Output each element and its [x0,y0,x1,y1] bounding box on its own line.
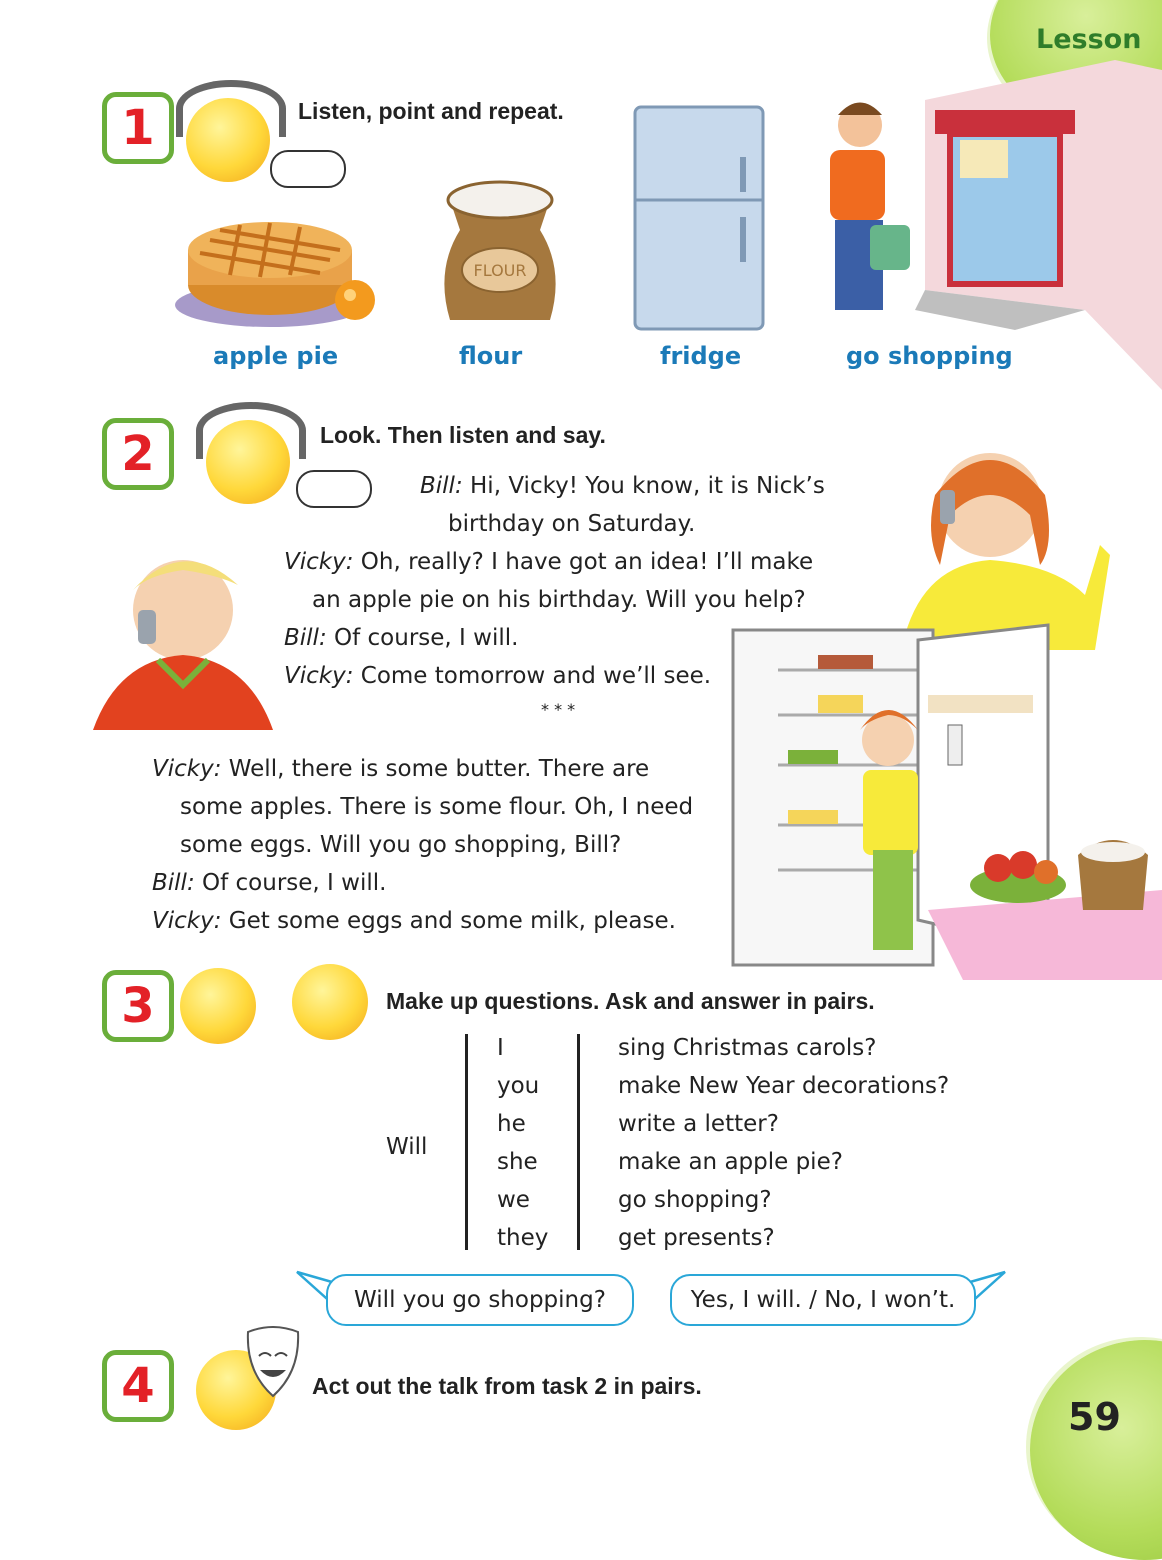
table-action: make New Year decorations? [618,1073,950,1099]
headphones-icon [176,80,286,137]
table-action: write a letter? [618,1111,779,1137]
table-pronoun: you [497,1073,540,1099]
vocab-word: apple pie [213,342,339,370]
task-3-number: 3 [102,970,174,1042]
table-divider [577,1034,580,1250]
dialogue-line: birthday on Saturday. [448,511,696,537]
theatre-mask-icon [244,1326,302,1400]
boy-phone-image [88,540,273,730]
dialogue-line: Bill: Of course, I will. [152,870,387,896]
lesson-label: Lesson [1036,24,1142,55]
dialogue-line: an apple pie on his birthday. Will you help? [312,587,806,613]
dialogue-line: Vicky: Come tomorrow and we’ll see. [284,663,712,689]
vocab-word: flour [459,342,523,370]
answer-bubble: Yes, I will. / No, I won’t. [670,1274,976,1326]
page-number: 59 [1068,1395,1121,1439]
smiley-icon [180,968,256,1044]
table-action: sing Christmas carols? [618,1035,877,1061]
dialogue-separator: * * * [541,700,576,719]
page-badge [1030,1340,1162,1560]
task-2-instruction: Look. Then listen and say. [320,422,606,448]
table-will: Will [386,1134,428,1160]
dialogue-line: some eggs. Will you go shopping, Bill? [180,832,622,858]
table-pronoun: they [497,1225,549,1251]
open-fridge-image [728,620,1162,980]
table-divider [465,1034,468,1250]
dialogue-line: Vicky: Get some eggs and some milk, please. [152,908,676,934]
headphones-icon [196,402,306,459]
table-action: go shopping? [618,1187,772,1213]
dialogue-line: Bill: Hi, Vicky! You know, it is Nick’s [420,473,825,499]
speech-bubble-icon [296,470,372,508]
table-pronoun: she [497,1149,538,1175]
speech-bubble-icon [270,150,346,188]
go-shopping-image [815,60,1162,390]
vocab-word: go shopping [846,342,1013,370]
dialogue-line: Vicky: Oh, really? I have got an idea! I’ll make [284,549,814,575]
question-bubble: Will you go shopping? [326,1274,634,1326]
flour-sack-label: FLOUR [473,261,527,280]
table-pronoun: we [497,1187,530,1213]
table-pronoun: he [497,1111,526,1137]
fridge-image [630,102,770,332]
task-1-instruction: Listen, point and repeat. [298,98,564,124]
smiley-icon [292,964,368,1040]
task-2-number: 2 [102,418,174,490]
dialogue-line: Vicky: Well, there is some butter. There are [152,756,650,782]
vocab-word: fridge [660,342,742,370]
girl-phone-image [905,435,1110,650]
dialogue-line: Bill: Of course, I will. [284,625,519,651]
task-1-number: 1 [102,92,174,164]
table-pronoun: I [497,1035,504,1061]
table-action: get presents? [618,1225,775,1251]
apple-pie-image [170,205,385,330]
task-4-number: 4 [102,1350,174,1422]
task-3-instruction: Make up questions. Ask and answer in pairs. [386,988,875,1014]
task-4-instruction: Act out the talk from task 2 in pairs. [312,1373,702,1399]
flour-sack-image [430,170,570,330]
dialogue-line: some apples. There is some flour. Oh, I need [180,794,694,820]
table-action: make an apple pie? [618,1149,843,1175]
